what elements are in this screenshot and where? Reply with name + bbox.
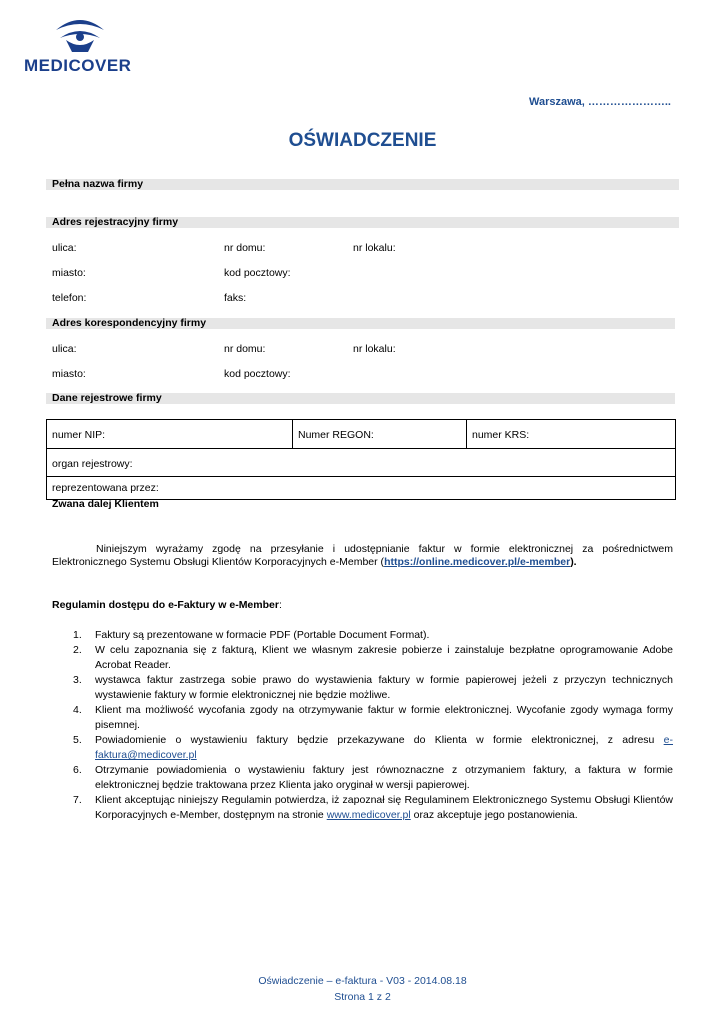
list-item-text-after: oraz akceptuje jego postanowienia. (410, 809, 578, 821)
list-item-number: 4. (73, 704, 82, 716)
list-item-text: Faktury są prezentowane w formacie PDF (Portable Document Format). (95, 629, 430, 641)
list-item-text: Powiadomienie o wystawieniu faktury będzie przekazywane do Klienta w formie elektronicznej, z adresu (95, 734, 664, 746)
reg-city-label: miasto: (52, 267, 86, 279)
efaktura-email-link[interactable]: e-faktura@medicover.pl (95, 734, 673, 761)
regulations-heading-suffix: : (278, 599, 282, 611)
list-item-number: 1. (73, 629, 82, 641)
hereinafter-client: Zwana dalej Klientem (52, 498, 159, 510)
nip-cell: numer NIP: (52, 429, 106, 441)
list-item (52, 643, 673, 673)
registry-row-represented (47, 477, 675, 499)
corr-apt-label: nr lokalu: (353, 343, 396, 355)
list-item (52, 763, 673, 793)
regulations-heading-text: Regulamin dostępu do e-Faktury w e-Member (52, 599, 279, 611)
corr-house-label: nr domu: (224, 343, 266, 355)
reg-apt-label: nr lokalu: (353, 242, 396, 254)
list-item (52, 628, 673, 643)
corr-city-label: miasto: (52, 368, 86, 380)
registry-row-ids (47, 420, 675, 449)
list-item-number: 5. (73, 734, 82, 746)
consent-text-before: Niniejszym wyrażamy zgodę na przesyłanie i udostępnianie faktur w formie elektronicznej za pośrednictwem Elektronicznego Systemu Obsługi Klientów Korporacyjnych e-Member ( (52, 543, 673, 568)
reg-street-label: ulica: (52, 242, 77, 254)
list-item-number: 2. (73, 644, 82, 656)
authority-cell: organ rejestrowy: (52, 458, 133, 470)
section-corr-address: Adres korespondencyjny firmy (46, 318, 675, 329)
list-item-number: 3. (73, 674, 82, 686)
corr-postal-label: kod pocztowy: (224, 368, 291, 380)
registry-row-authority (47, 449, 675, 477)
list-item-text: Otrzymanie powiadomienia o wystawieniu faktury jest równoznaczne z otrzymaniem faktury, a faktura w formie elektronicznej będzie traktowana przez Klienta jako oryginał w wersji papierowej. (95, 764, 673, 791)
regulations-heading (52, 599, 282, 611)
regon-cell: Numer REGON: (292, 420, 466, 448)
medicover-website-link[interactable]: www.medicover.pl (326, 809, 411, 821)
list-item-number: 6. (73, 764, 82, 776)
footer-version: Oświadczenie – e-faktura - V03 - 2014.08.18 (258, 975, 467, 987)
city-date: Warszawa, ………………….. (528, 96, 671, 108)
registry-table (46, 419, 676, 500)
medicover-logo-icon (52, 16, 108, 54)
section-reg-address: Adres rejestracyjny firmy (46, 217, 679, 228)
regulations-list (52, 628, 673, 823)
list-item-number: 7. (73, 794, 82, 806)
emember-link[interactable]: https://online.medicover.pl/e-member (384, 556, 571, 568)
consent-text-after: ). (570, 556, 577, 568)
corr-street-label: ulica: (52, 343, 77, 355)
list-item-text: wystawca faktur zastrzega sobie prawo do wystawienia faktury w formie papierowej jeżeli z przyczyn technicznych wystawienie faktury w formie elektronicznej nie będzie możliwe. (95, 674, 673, 701)
reg-postal-label: kod pocztowy: (224, 267, 291, 279)
page-title: OŚWIADCZENIE (288, 130, 437, 151)
section-full-name: Pełna nazwa firmy (46, 179, 679, 190)
list-item (52, 673, 673, 703)
represented-cell: reprezentowana przez: (52, 482, 159, 494)
list-item-text: Klient akceptując niniejszy Regulamin potwierdza, iż zapoznał się Regulaminem Elektronicznego Systemu Obsługi Klientów Korporacyjnych e-Member, dostępnym na stronie (95, 794, 673, 821)
logo-text: MEDICOVER (24, 56, 132, 75)
consent-paragraph (52, 543, 673, 569)
reg-phone-label: telefon: (52, 292, 87, 304)
list-item (52, 733, 673, 763)
footer-page-number: Strona 1 z 2 (334, 991, 391, 1003)
list-item (52, 793, 673, 823)
list-item (52, 703, 673, 733)
section-registry: Dane rejestrowe firmy (46, 393, 675, 404)
list-item-text: W celu zapoznania się z fakturą, Klient we własnym zakresie pobierze i zainstaluje bezpłatne oprogramowanie Adobe Acrobat Reader. (95, 644, 673, 671)
reg-fax-label: faks: (224, 292, 247, 304)
krs-cell: numer KRS: (466, 420, 675, 448)
list-item-text: Klient ma możliwość wycofania zgody na otrzymywanie faktur w formie elektronicznej. Wycofanie zgody wymaga formy pisemnej. (95, 704, 673, 731)
reg-house-label: nr domu: (224, 242, 266, 254)
